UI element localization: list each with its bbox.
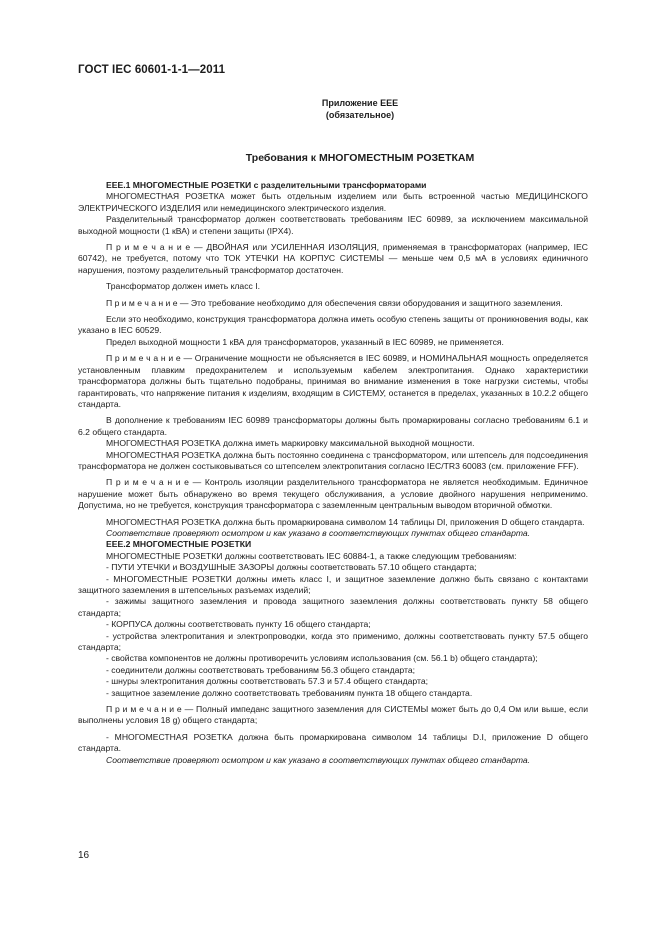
body-paragraph: Трансформатор должен иметь класс I. [106,281,260,292]
annex-label [230,97,490,121]
body-paragraph: - МНОГОМЕСТНАЯ РОЗЕТКА должна быть промаркирована символом 14 таблицы D.I, приложение D общего стандарта. [78,731,588,754]
body-paragraph: МНОГОМЕСТНАЯ РОЗЕТКА должна быть постоянно соединена с трансформатором, или штепсель для подсоединения трансформатора не должен состыковываться со штепселем электропитания согласно IEC/TR3 60083 (см. приложение FFF). [78,449,588,471]
body-paragraph: Предел выходной мощности 1 кВА для трансформаторов, указанный в IEC 60989, не применяется. [106,336,504,347]
body-paragraph: П р и м е ч а н и е — Полный импеданс защитного заземления для СИСТЕМЫ может быть до 0,4 Ом или выше, если выполнены условия 18 g) общего стандарта; [78,704,588,726]
body-paragraph: МНОГОМЕСТНАЯ РОЗЕТКА должна быть промаркирована символом 14 таблицы DI, приложения D общего стандарта. [106,516,585,527]
body-paragraph: П р и м е ч а н и е — ДВОЙНАЯ или УСИЛЕННАЯ ИЗОЛЯЦИЯ, применяемая в трансформаторах (например, IEC 60742), не требуется, потому что ТОК УТЕЧКИ НА КОРПУС СИСТЕМЫ — меньше чем 0,5 мА в условиях единичного нарушения, поэтому разделительный трансформатор достаточен. [78,242,588,275]
body-paragraph: - устройства электропитания и электропроводки, когда это применимо, должны соответствовать пункту 57.5 общего стандарта; [78,630,588,653]
document-header: ГОСТ IEC 60601-1-1—2011 [78,64,226,76]
body-paragraph: - шнуры электропитания должны соответствовать 57.3 и 57.4 общего стандарта; [106,676,428,687]
body-paragraph: МНОГОМЕСТНЫЕ РОЗЕТКИ должны соответствовать IEC 60884-1, а также следующим требованиям: [106,550,517,561]
body-paragraph: П р и м е ч а н и е — Ограничение мощности не объясняется в IEC 60989, и НОМИНАЛЬНАЯ мощность определяется установленным плавким предохранителем и используемым кабелем электропитания. Однако характеристики трансформатора должны быть тщательно подобраны, принимая во внимание изменения в токе нагрузки системы, чтобы гарантировать, что напряжение питания к изделиям, входящим в СИСТЕМУ, останется в пределах, указанных в 10.2.2 общего стандарта. [78,353,588,409]
body-paragraph: Соответствие проверяют осмотром и как указано в соответствующих пунктах общего стандарта. [106,527,531,538]
body-paragraph: Если это необходимо, конструкция трансформатора должна иметь особую степень защиты от проникновения воды, как указано в IEC 60529. [78,314,588,336]
body-paragraph: - свойства компонентов не должны противоречить условиям использования (см. 56.1 b) общего стандарта); [106,653,538,664]
body-paragraph: - зажимы защитного заземления и провода защитного заземления должны соответствовать пункту 58 общего стандарта; [78,596,588,618]
body-paragraph: Соответствие проверяют осмотром и как указано в соответствующих пунктах общего стандарта. [106,754,531,765]
body-paragraph: МНОГОМЕСТНАЯ РОЗЕТКА может быть отдельным изделием или быть встроенной частью МЕДИЦИНСКОГО ЭЛЕКТРИЧЕСКОГО ИЗДЕЛИЯ или немедицинского электрического изделия. [78,191,588,213]
section-heading: EEE.1 МНОГОМЕСТНЫЕ РОЗЕТКИ с разделительными трансформаторами [106,180,427,190]
body-paragraph: - МНОГОМЕСТНЫЕ РОЗЕТКИ должны иметь класс I, и защитное заземление должно быть связано с контактами защитного заземления в штепсельных разъемах изделий; [78,573,588,595]
body-paragraph: - КОРПУСА должны соответствовать пункту 16 общего стандарта; [106,619,371,630]
section-heading: EEE.2 МНОГОМЕСТНЫЕ РОЗЕТКИ [106,539,252,550]
body-paragraph: П р и м е ч а н и е — Это требование необходимо для обеспечения связи оборудования и защитного заземления. [106,297,563,308]
annex-status: (обязательное) [325,110,395,120]
body-paragraph: - ПУТИ УТЕЧКИ и ВОЗДУШНЫЕ ЗАЗОРЫ должны соответствовать 57.10 общего стандарта; [106,562,477,573]
body-paragraph: Разделительный трансформатор должен соответствовать требованиям IEC 60989, за исключением максимальной выходной мощности (1 кВА) и степени защиты (IPX4). [78,214,588,236]
body-paragraph: П р и м е ч а н и е — Контроль изоляции разделительного трансформатора не является необходимым. Единичное нарушение может быть обнаружено во время текущего обслуживания, а условие двойного нарушения неприменимо. Допустима, но не требуется, конструкция трансформатора с заземленным центральным выводом вторичной обмотки. [78,477,588,511]
body-paragraph: В дополнение к требованиям IEC 60989 трансформаторы должны быть промаркированы согласно требованиям 6.1 и 6.2 общего стандарта. [78,415,588,437]
section-title: Требования к МНОГОМЕСТНЫМ РОЗЕТКАМ [245,152,475,164]
body-paragraph: МНОГОМЕСТНАЯ РОЗЕТКА должна иметь маркировку максимальной выходной мощности. [106,438,475,449]
body-paragraph: - защитное заземление должно соответствовать требованиям пункта 18 общего стандарта. [106,687,473,698]
body-paragraph: - соединители должны соответствовать требованиям 56.3 общего стандарта; [106,664,416,675]
annex-title: Приложение EEE [321,98,399,108]
document-body [78,180,588,766]
page-number: 16 [78,850,90,861]
